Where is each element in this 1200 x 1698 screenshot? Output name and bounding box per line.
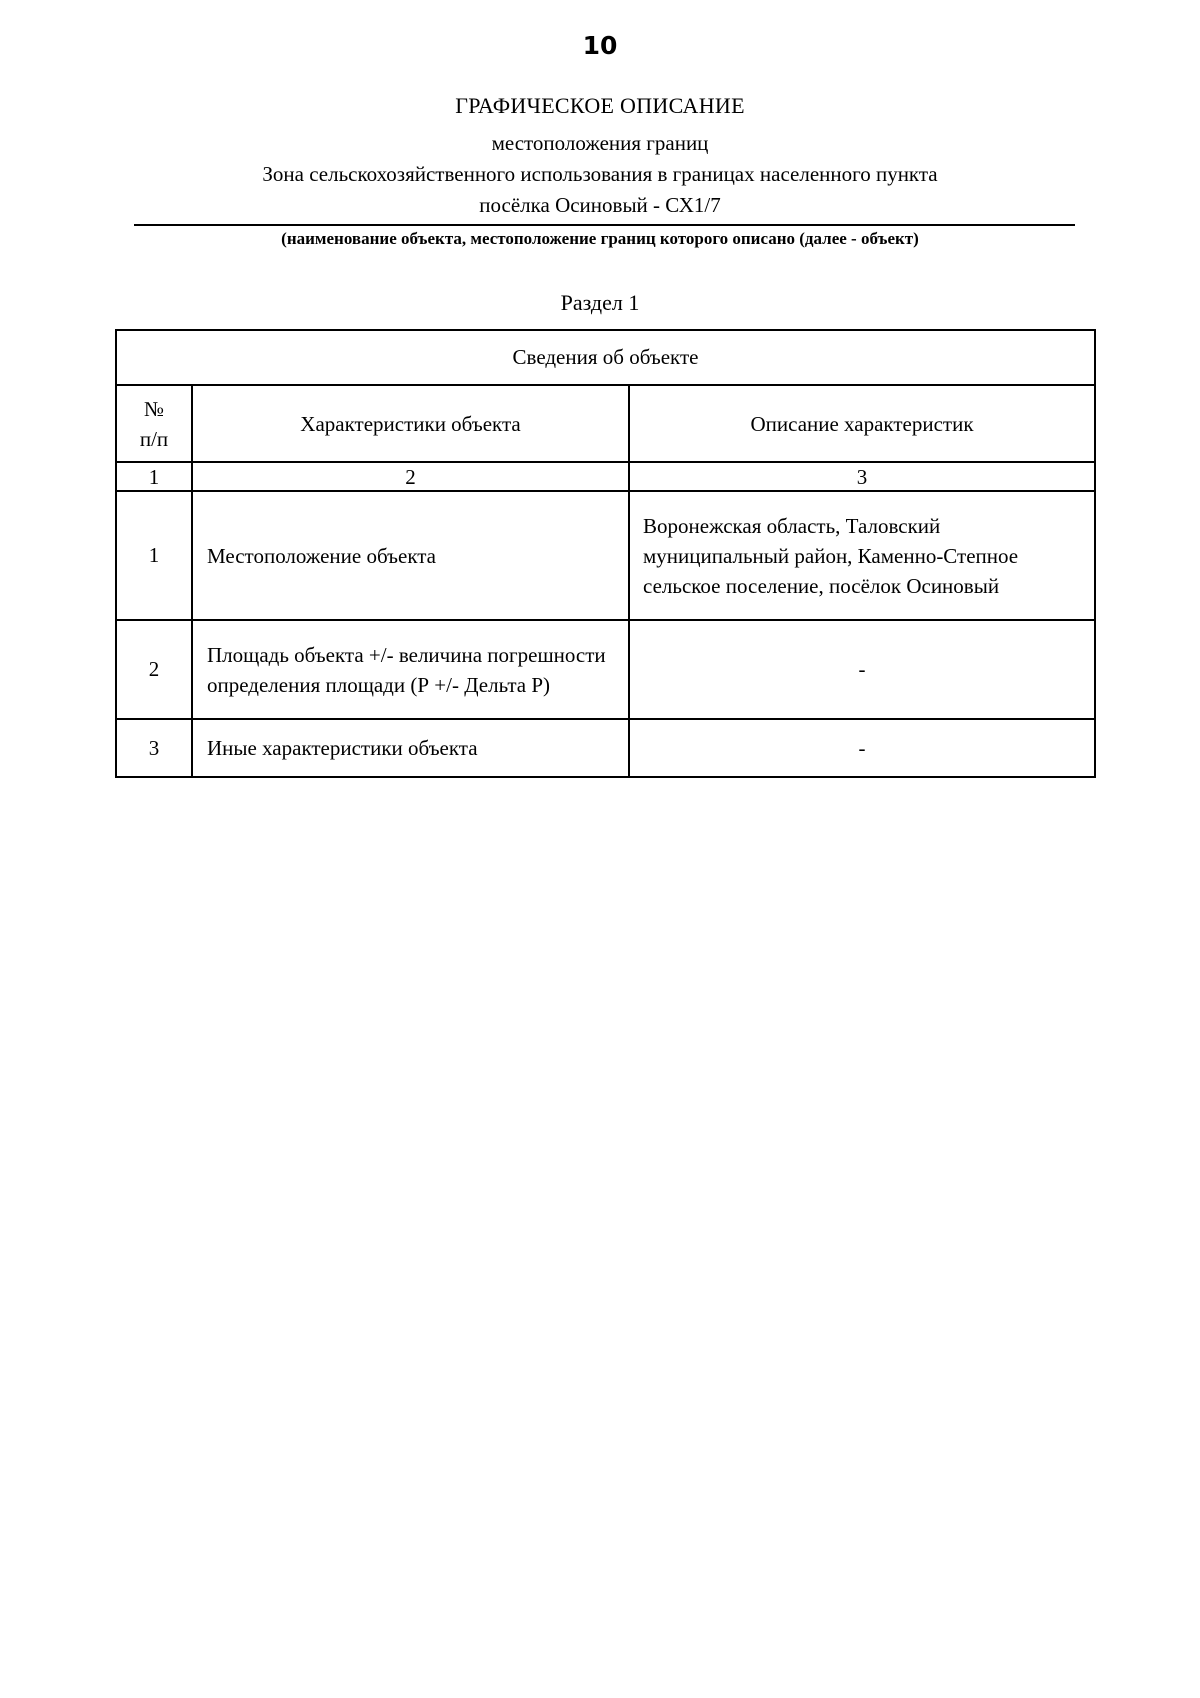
object-name-line-1: Зона сельскохозяйственного использования в границах населенного пункта	[262, 162, 938, 186]
column-header-number-label: № п/п	[139, 396, 169, 451]
column-header-description: Описание характеристик	[629, 385, 1095, 462]
title-block	[0, 128, 1200, 221]
row-description: -	[629, 620, 1095, 719]
row-characteristic: Иные характеристики объекта	[192, 719, 629, 777]
row-number: 2	[116, 620, 192, 719]
table-caption-row	[116, 330, 1095, 385]
row-characteristic: Местоположение объекта	[192, 491, 629, 620]
table-row	[116, 491, 1095, 620]
column-number: 2	[192, 462, 629, 491]
document-title: ГРАФИЧЕСКОЕ ОПИСАНИЕ	[455, 93, 745, 118]
object-caption: (наименование объекта, местоположение границ которого описано (далее - объект)	[281, 229, 919, 248]
section-heading: Раздел 1	[560, 290, 640, 315]
table-row	[116, 620, 1095, 719]
document-subtitle: местоположения границ	[491, 131, 709, 155]
object-name-underline	[134, 224, 1075, 226]
column-header-characteristic: Характеристики объекта	[192, 385, 629, 462]
table-header-row	[116, 385, 1095, 462]
column-number-row	[116, 462, 1095, 491]
table-caption: Сведения об объекте	[116, 330, 1095, 385]
column-header-number	[116, 385, 192, 462]
page-number: 10	[582, 31, 618, 60]
table-row	[116, 719, 1095, 777]
row-description: -	[629, 719, 1095, 777]
row-number: 1	[116, 491, 192, 620]
column-number: 3	[629, 462, 1095, 491]
row-characteristic: Площадь объекта +/- величина погрешности определения площади (Р +/- Дельта Р)	[192, 620, 629, 719]
object-name-line-2: посёлка Осиновый - СХ1/7	[479, 193, 721, 217]
object-info-table	[115, 329, 1096, 778]
column-number: 1	[116, 462, 192, 491]
row-number: 3	[116, 719, 192, 777]
row-description: Воронежская область, Таловский муниципальный район, Каменно-Степное сельское поселение, посёлок Осиновый	[629, 491, 1095, 620]
